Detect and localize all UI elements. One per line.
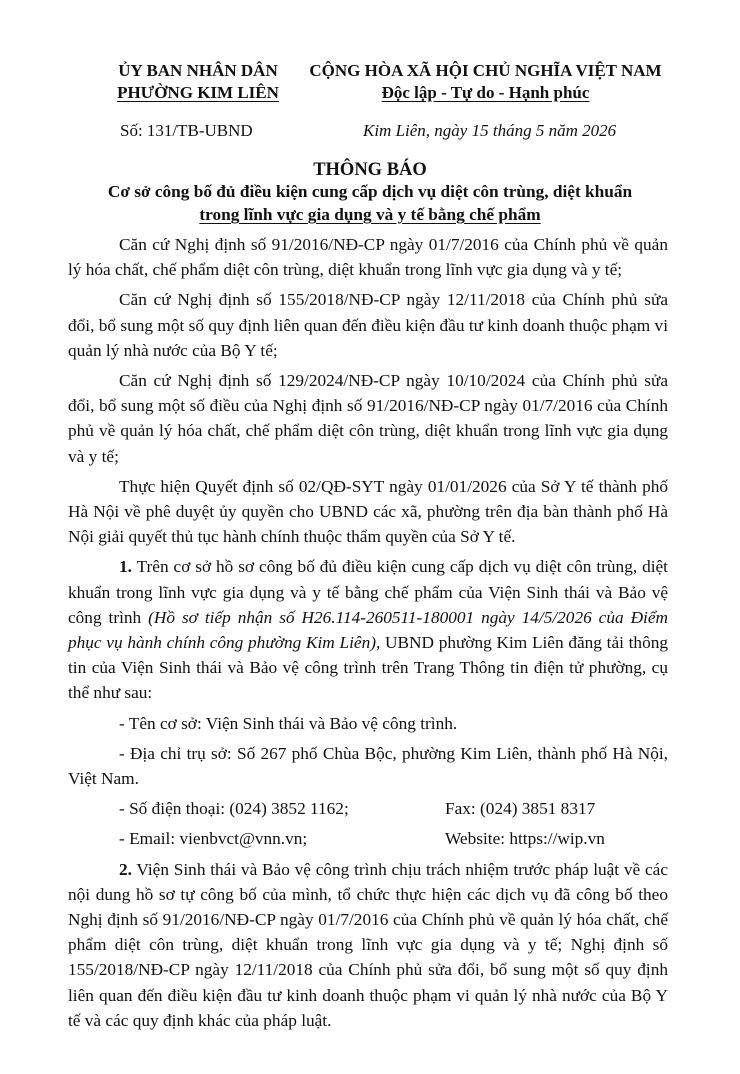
subtitle-line1: Cơ sở công bố đủ điều kiện cung cấp dịch vụ diệt côn trùng, diệt khuẩn	[107, 182, 633, 201]
paragraph-section-2	[68, 857, 668, 1033]
org-line2: PHƯỜNG KIM LIÊN	[117, 83, 279, 102]
document-title: THÔNG BÁO	[313, 160, 427, 180]
paragraph-implementation: Thực hiện Quyết định số 02/QĐ-SYT ngày 01/01/2026 của Sở Y tế thành phố Hà Nội về phê duyệt ủy quyền cho UBND các xã, phường trên địa bàn thành phố Hà Nội giải quyết thủ tục hành chính thuộc thẩm quyền của Sở Y tế.	[68, 476, 668, 547]
paragraph-legal-basis-2: Căn cứ Nghị định số 155/2018/NĐ-CP ngày 12/11/2018 của Chính phủ sửa đổi, bổ sung một số quy định liên quan đến điều kiện đầu tư kinh doanh thuộc phạm vi quản lý nhà nước của Bộ Y tế;	[68, 290, 668, 360]
document-subtitle	[70, 180, 670, 226]
paragraph-legal-basis-1: Căn cứ Nghị định số 91/2016/NĐ-CP ngày 01/7/2016 của Chính phủ về quản lý hóa chất, chế phẩm diệt côn trùng, diệt khuẩn trong lĩnh vực gia dụng và y tế;	[68, 235, 668, 280]
facility-address: - Địa chỉ trụ sở: Số 267 phố Chùa Bộc, phường Kim Liên, thành phố Hà Nội, Việt Nam.	[68, 743, 668, 789]
national-header	[308, 60, 663, 104]
paragraph-legal-basis-3: Căn cứ Nghị định số 129/2024/NĐ-CP ngày 10/10/2024 của Chính phủ sửa đổi, bổ sung một số điều của Nghị định số 91/2016/NĐ-CP ngày 01/7/2016 của Chính phủ về quản lý hóa chất, chế phẩm diệt côn trùng, diệt khuẩn trong lĩnh vực gia dụng và y tế;	[68, 371, 668, 466]
section-1-text-a: Trên cơ sở hồ sơ công bố đủ điều kiện cung cấp dịch vụ diệt côn trùng, diệt khuẩn trong lĩnh vực gia dụng và y tế bằng chế phẩm của Viện Sinh thái và Bảo vệ công trình	[68, 557, 668, 627]
section-2-text: Viện Sinh thái và Bảo vệ công trình chịu trách nhiệm trước pháp luật về các nội dung hồ sơ tự công bố của mình, tổ chức thực hiện các dịch vụ đã công bố theo Nghị định số 91/2016/NĐ-CP ngày 01/7/2016 của Chính phủ về quản lý hóa chất, chế phẩm diệt côn trùng, diệt khuẩn trong lĩnh vực gia dụng và y tế; Nghị định số 155/2018/NĐ-CP ngày 12/11/2018 của Chính phủ sửa đổi, bổ sung một số quy định liên quan đến điều kiện đầu tư kinh doanh thuộc phạm vi quản lý nhà nước của Bộ Y tế và các quy định khác của pháp luật.	[68, 859, 668, 1030]
facility-phone: - Số điện thoại: (024) 3852 1162;	[119, 799, 349, 819]
document-number: Số: 131/TB-UBND	[120, 121, 253, 140]
facility-name: - Tên cơ sở: Viện Sinh thái và Bảo vệ công trình.	[119, 713, 458, 733]
nation-line1: CỘNG HÒA XÃ HỘI CHỦ NGHĨA VIỆT NAM	[309, 61, 662, 80]
issuing-authority	[88, 60, 308, 104]
facility-website: Website: https://wip.vn	[445, 829, 605, 849]
contact-phone-fax	[68, 796, 668, 821]
contact-email-web	[68, 826, 668, 851]
section-1-number: 1.	[119, 557, 132, 577]
nation-line2: Độc lập - Tự do - Hạnh phúc	[381, 83, 590, 102]
section-1-text-b: UBND phường Kim Liên đăng tải thông tin của Viện Sinh thái và Bảo vệ công trình trên Trang Thông tin điện tử phường, cụ thể như sau:	[68, 633, 668, 703]
subtitle-line2: trong lĩnh vực gia dụng và y tế bằng chế phẩm	[199, 205, 541, 224]
document-date: Kim Liên, ngày 15 tháng 5 năm 2026	[363, 121, 617, 140]
facility-fax: Fax: (024) 3851 8317	[445, 799, 596, 819]
paragraph-section-1	[68, 554, 668, 705]
section-2-number: 2.	[119, 859, 132, 879]
facility-email: - Email: vienbvct@vnn.vn;	[119, 829, 308, 849]
document-body	[68, 232, 668, 1038]
org-line1: ỦY BAN NHÂN DÂN	[118, 61, 278, 80]
section-1-dossier-ref: (Hồ sơ tiếp nhận số H26.114-260511-180001 ngày 14/5/2026 của Điểm phục vụ hành chính công phường Kim Liên),	[68, 607, 668, 653]
